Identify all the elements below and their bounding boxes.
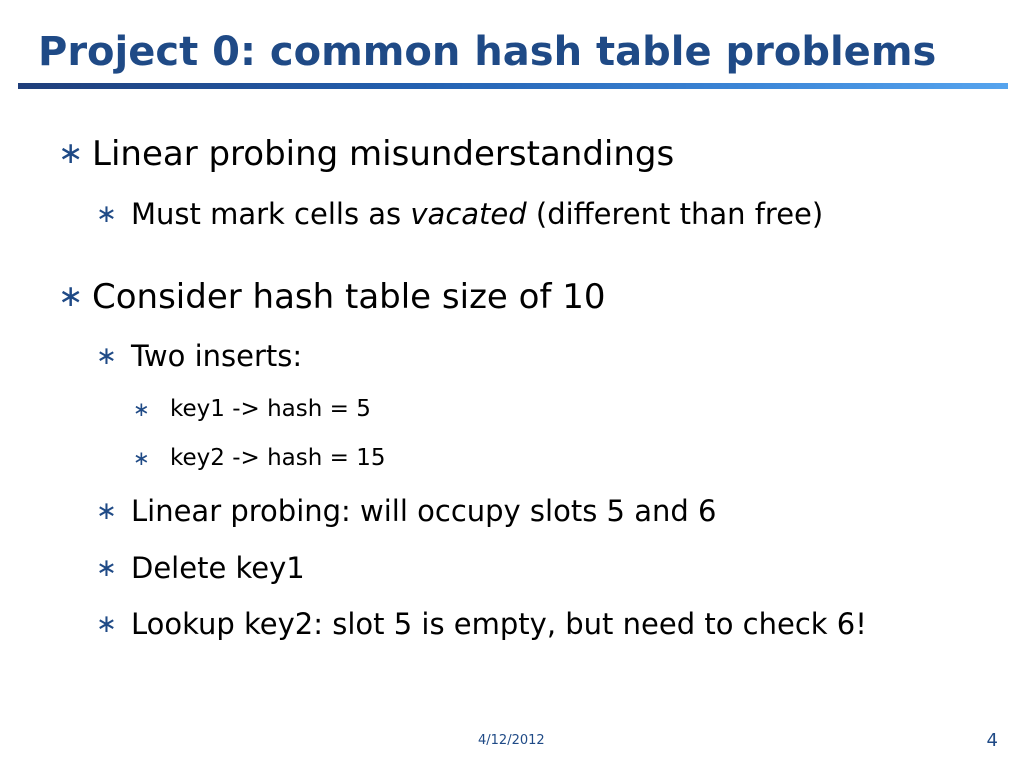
footer-date: 4/12/2012 [478, 733, 545, 748]
bullet-text: Delete key1 [131, 551, 305, 585]
slide-title: Project 0: common hash table problems [38, 29, 937, 75]
bullet-text: key2 -> hash = 15 [170, 445, 386, 471]
text-segment: (different than free) [526, 197, 824, 231]
asterisk-bullet-icon: ∗ [96, 341, 117, 370]
bullet-text: Linear probing: will occupy slots 5 and 6 [131, 494, 717, 528]
bullet-text: Consider hash table size of 10 [92, 277, 606, 317]
bullet-text: Linear probing misunderstandings [92, 134, 675, 174]
asterisk-bullet-icon: ∗ [133, 446, 150, 470]
title-underline [18, 83, 1008, 89]
asterisk-bullet-icon: ∗ [58, 279, 84, 314]
asterisk-bullet-icon: ∗ [96, 609, 117, 638]
asterisk-bullet-icon: ∗ [133, 397, 150, 421]
bullet-text: Lookup key2: slot 5 is empty, but need to check 6! [131, 607, 867, 641]
emphasis-vacated: vacated [410, 197, 527, 231]
bullet-text: Two inserts: [131, 339, 303, 373]
asterisk-bullet-icon: ∗ [96, 553, 117, 582]
asterisk-bullet-icon: ∗ [96, 199, 117, 228]
text-segment: Must mark cells as [131, 197, 411, 231]
asterisk-bullet-icon: ∗ [96, 496, 117, 525]
asterisk-bullet-icon: ∗ [58, 136, 84, 171]
bullet-text: key1 -> hash = 5 [170, 396, 371, 422]
page-number: 4 [986, 730, 998, 751]
bullet-text [131, 196, 823, 232]
